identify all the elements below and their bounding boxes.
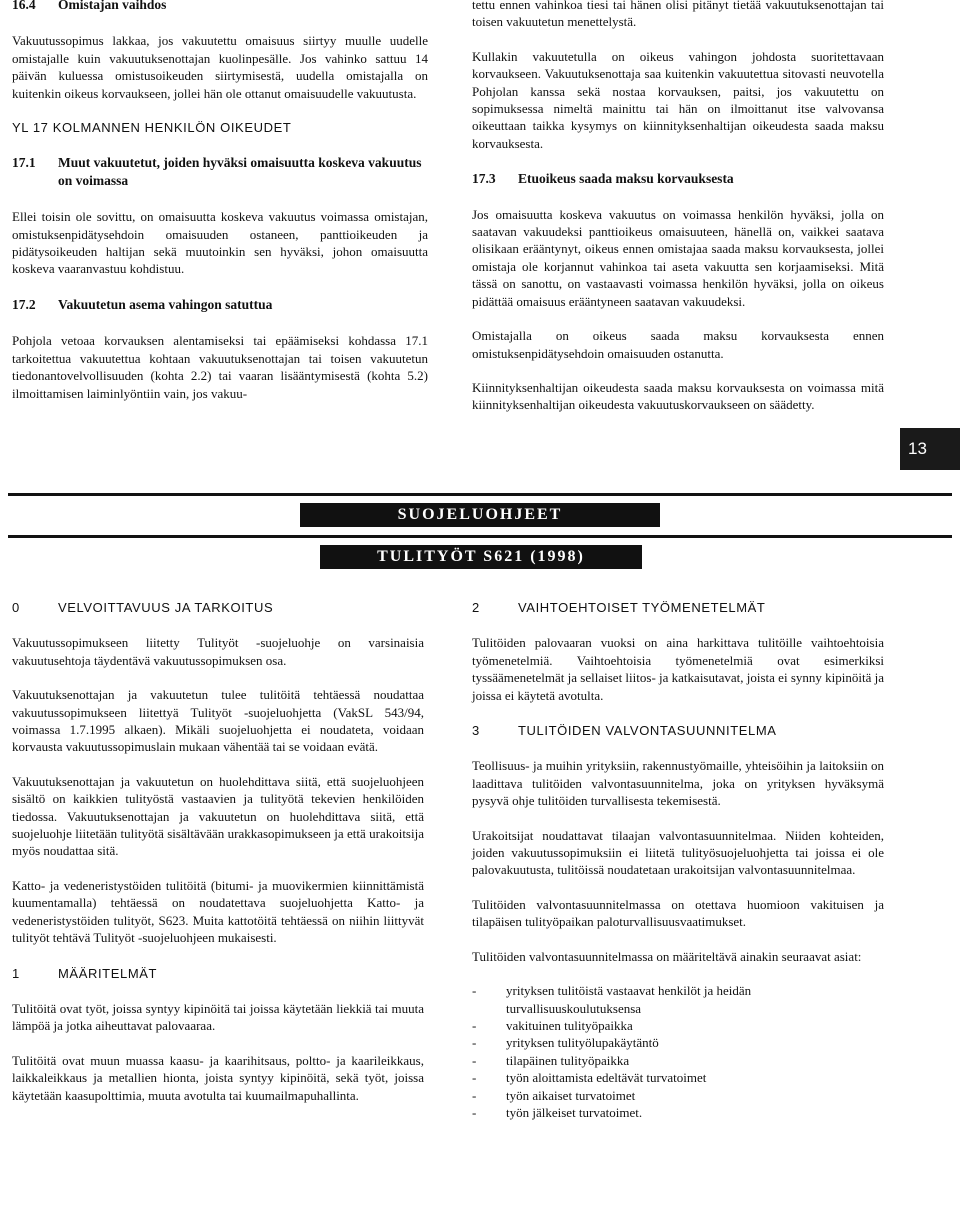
section-title: TULITÖIDEN VALVONTASUUNNITELMA bbox=[518, 723, 777, 739]
list-item bbox=[472, 1104, 884, 1121]
list-item bbox=[472, 1069, 884, 1086]
list-dash: - bbox=[472, 1052, 477, 1068]
divider-line bbox=[8, 493, 952, 496]
list-item-text: työn aloittamista edeltävät turvatoimet bbox=[506, 1070, 707, 1086]
divider-line bbox=[8, 535, 952, 538]
section-title: Muut vakuutetut, joiden hyväksi omaisuutta koskeva vakuutus on voimassa bbox=[58, 155, 422, 188]
list-dash: - bbox=[472, 1035, 477, 1051]
section-title: Omistajan vaihdos bbox=[58, 0, 167, 12]
paragraph: Urakoitsijat noudattavat tilaajan valvontasuunnitelmaa. Niiden kohteiden, joiden vakuutussopimuksiin ei liitetä tulityösuojeluohjetta tai joissa ei ole palovakuutusta, tulitöissä noudatetaan urakoitsijan valvontasuunnitelmaa. bbox=[472, 827, 884, 878]
paragraph: Katto- ja vedeneristystöiden tulitöitä (bitumi- ja muovikermien kiinnittämistä kuumentamalla) tehtäessä on noudatettava suojeluohjetta Katto- ja vedeneristystöiden tulityöt, S623. Muita kattotöitä tehtäessä on niihin liittyvät tulityöt tehtävä Tulityöt -suojeluohjeen mukaisesti. bbox=[12, 877, 424, 946]
section-heading-16-4 bbox=[12, 0, 428, 13]
top-right-column bbox=[472, 0, 884, 414]
section-title: Etuoikeus saada maksu korvauksesta bbox=[518, 171, 734, 187]
list-item-text: yrityksen tulityölupakäytäntö bbox=[506, 1035, 659, 1051]
list-item-text: vakituinen tulityöpaikka bbox=[506, 1017, 633, 1033]
section-number: 2 bbox=[472, 600, 480, 615]
list-item bbox=[472, 1017, 884, 1034]
paragraph: tettu ennen vahinkoa tiesi tai hänen olisi pitänyt tietää vakuutuksenottajan tai toisen vakuutetun menettelystä. bbox=[472, 0, 884, 30]
paragraph: Vakuutussopimukseen liitetty Tulityöt -suojeluohje on varsinaisia vakuutusehtoja täydentävä vakuutussopimuksen osa. bbox=[12, 635, 424, 668]
section-title: Vakuutetun asema vahingon satuttua bbox=[58, 296, 273, 312]
section-title: MÄÄRITELMÄT bbox=[58, 965, 158, 981]
list-item-text: yrityksen tulitöistä vastaavat henkilöt ja heidän turvallisuuskoulutuksensa bbox=[506, 983, 752, 1016]
chapter-heading: YL 17 KOLMANNEN HENKILÖN OIKEUDET bbox=[12, 120, 292, 136]
paragraph: Pohjola vetoaa korvauksen alentamiseksi tai epäämiseksi kohdassa 17.1 tarkoitettua vakuutettua kohtaan vakuutuksenottajan tai toisen vakuutetun tiedonantovelvollisuuden (kohta 2.2) tai vaaran lisääntymisestä (kohta 5.2) ilmoittamisen laiminlyöntiin vain, jos vakuu- bbox=[12, 333, 428, 401]
section-number: 0 bbox=[12, 600, 20, 615]
section-heading-0 bbox=[12, 599, 424, 616]
list-dash: - bbox=[472, 1070, 477, 1086]
section-heading-17-2 bbox=[12, 296, 428, 313]
paragraph: Tulitöiden valvontasuunnitelmassa on otettava huomioon vakituisen ja tilapäisen tulityöpaikan paloturvallisuusvaatimukset. bbox=[472, 896, 884, 930]
banner-tulityot: TULITYÖT S621 (1998) bbox=[320, 545, 642, 569]
section-number: 17.2 bbox=[12, 296, 36, 312]
paragraph: Tulitöitä ovat muun muassa kaasu- ja kaarihitsaus, poltto- ja kaarileikkaus, laikkaleikkaus ja metallien hionta, joista syntyy kipinöitä, sekä työt, joissa käytetään kaasupolttimia, muuta avotulta tai kuumailmapuhallinta. bbox=[12, 1052, 424, 1103]
list-dash: - bbox=[472, 1104, 477, 1120]
paragraph: Kullakin vakuutetulla on oikeus vahingon johdosta suoritettavaan korvaukseen. Vakuutuksenottaja saa kuitenkin vakuutettua sitovasti neuvotella Pohjolan kanssa sekä nostaa korvauksen, paitsi, jos vakuutettu on sopimuksessa nimeltä mainittu tai hän on ilmoittanut itse valvovansa oikeuttaan taikka kysymys on kiinnityksenhaltijan oikeudesta saada maksu korvauksesta. bbox=[472, 48, 884, 151]
list-dash: - bbox=[472, 1087, 477, 1103]
list-dash: - bbox=[472, 1017, 477, 1033]
paragraph: Tulitöitä ovat työt, joissa syntyy kipinöitä tai joissa käytetään liekkiä tai muuta lämpöä ja jotka aiheuttavat palovaaraa. bbox=[12, 1000, 424, 1034]
list-item bbox=[472, 1034, 884, 1051]
paragraph: Vakuutuksenottajan ja vakuutetun on huolehdittava siitä, että suojeluohjeen sisältö on kaikkien tulityöstä vastaavien ja tulityötä tekevien henkilöiden tiedossa. Vakuutuksenottajan ja vakuutetun on huolehdittava siitä, että suojeluohje liitetään tulityötä sisältävään urakkasopimukseen ja että urakoitsija myös noudattaa sitä. bbox=[12, 773, 424, 859]
list-item-text: työn jälkeiset turvatoimet. bbox=[506, 1104, 643, 1120]
list-item bbox=[472, 1052, 884, 1069]
section-heading-1 bbox=[12, 965, 424, 982]
paragraph: Omistajalla on oikeus saada maksu korvauksesta ennen omistuksenpidätysehdoin omaisuuden ostanutta. bbox=[472, 328, 884, 361]
paragraph: Tulitöiden valvontasuunnitelmassa on määriteltävä ainakin seuraavat asiat: bbox=[472, 948, 862, 964]
list-item bbox=[472, 1087, 884, 1104]
list-item-text: tilapäinen tulityöpaikka bbox=[506, 1052, 630, 1068]
paragraph: Ellei toisin ole sovittu, on omaisuutta koskeva vakuutus voimassa omistajan, omistuksenpidätysehdoin omaisuuden ostaneen, panttioikeuden ja pidätysoikeuden haltijan sekä muutoinkin sen hyväksi, johon omaisuutta koskeva vaaranvastuu kohdistuu. bbox=[12, 209, 428, 277]
paragraph: Jos omaisuutta koskeva vakuutus on voimassa henkilön hyväksi, jolla on saatavan vakuudeksi panttioikeus omaisuuteen, hänellä on, vaikkei saatava olisikaan erääntynyt, oikeus ennen omistajaa saada maksu korvauksesta, jollei omistaja ole korjannut vahinkoa tai aseta vakuutta sen korjaamiseksi. Mitä tässä on sanottu, on vastaavasti voimassa henkilön hyväksi, jolla on oikeus pidättää omaisuus erääntyneen saatavan vakuudeksi. bbox=[472, 206, 884, 309]
requirements-list bbox=[472, 982, 884, 1121]
paragraph: Vakuutuksenottajan ja vakuutetun tulee tulitöitä tehtäessä noudattaa vakuutussopimukseen liitettyä Tulityöt -suojeluohjetta (VakSL 543/94, voimassa 1.7.1995 alkaen). Mikäli suojeluohjetta ei noudateta, voidaan korvausta vakuutussopimuslain mukaan vähentää tai se voidaan evätä. bbox=[12, 687, 424, 755]
paragraph: Vakuutussopimus lakkaa, jos vakuutettu omaisuus siirtyy muulle uudelle omistajalle kuin vakuutuksenottajan kuolinpesälle. Jos vahinko sattuu 14 päivän kuluessa omistusoikeuden siirtymisestä, uudella omistajalla on kuitenkin oikeus korvaukseen, jollei hän ole ottanut omaisuudelle vakuutusta. bbox=[12, 33, 428, 101]
page-number-tab: 13 bbox=[900, 428, 960, 470]
paragraph: Teollisuus- ja muihin yrityksiin, rakennustyömaille, yhteisöihin ja laitoksiin on laadittava tulitöiden valvontasuunnitelma, joka on yrityksen hyväksymä pysyvä ohje tulitöiden turvallisesta tekemisestä. bbox=[472, 758, 884, 809]
list-item-text: työn aikaiset turvatoimet bbox=[506, 1087, 636, 1103]
section-heading-2 bbox=[472, 599, 884, 616]
list-dash: - bbox=[472, 983, 477, 999]
bottom-left-column bbox=[12, 599, 424, 1104]
section-number: 17.1 bbox=[12, 155, 36, 171]
list-item bbox=[472, 982, 884, 1017]
section-number: 17.3 bbox=[472, 171, 496, 187]
section-title: VAIHTOEHTOISET TYÖMENETELMÄT bbox=[518, 600, 766, 615]
section-number: 1 bbox=[12, 965, 20, 981]
banner-suojeluohjeet: SUOJELUOHJEET bbox=[300, 503, 660, 527]
section-heading-3 bbox=[472, 722, 884, 739]
section-number: 3 bbox=[472, 723, 480, 739]
top-left-column bbox=[12, 0, 428, 402]
section-title: VELVOITTAVUUS JA TARKOITUS bbox=[58, 600, 274, 615]
bottom-right-column bbox=[472, 599, 884, 1121]
section-heading-17-1 bbox=[12, 154, 428, 189]
section-number: 16.4 bbox=[12, 0, 36, 12]
section-heading-17-3 bbox=[472, 170, 884, 187]
paragraph: Tulitöiden palovaaran vuoksi on aina harkittava tulitöille vaihtoehtoisia työmenetelmiä. Vaihtoehtoisia työmenetelmiä ovat esimerkiksi tyssäämenetelmät ja sellaiset liitos- ja katkaisutavat, joista ei synny kipinöitä ja joissa ei käytetä avotulta. bbox=[472, 635, 884, 703]
paragraph: Kiinnityksenhaltijan oikeudesta saada maksu korvauksesta on voimassa mitä kiinnityksenhaltijan oikeudesta vakuutuskorvaukseen on säädetty. bbox=[472, 379, 884, 413]
